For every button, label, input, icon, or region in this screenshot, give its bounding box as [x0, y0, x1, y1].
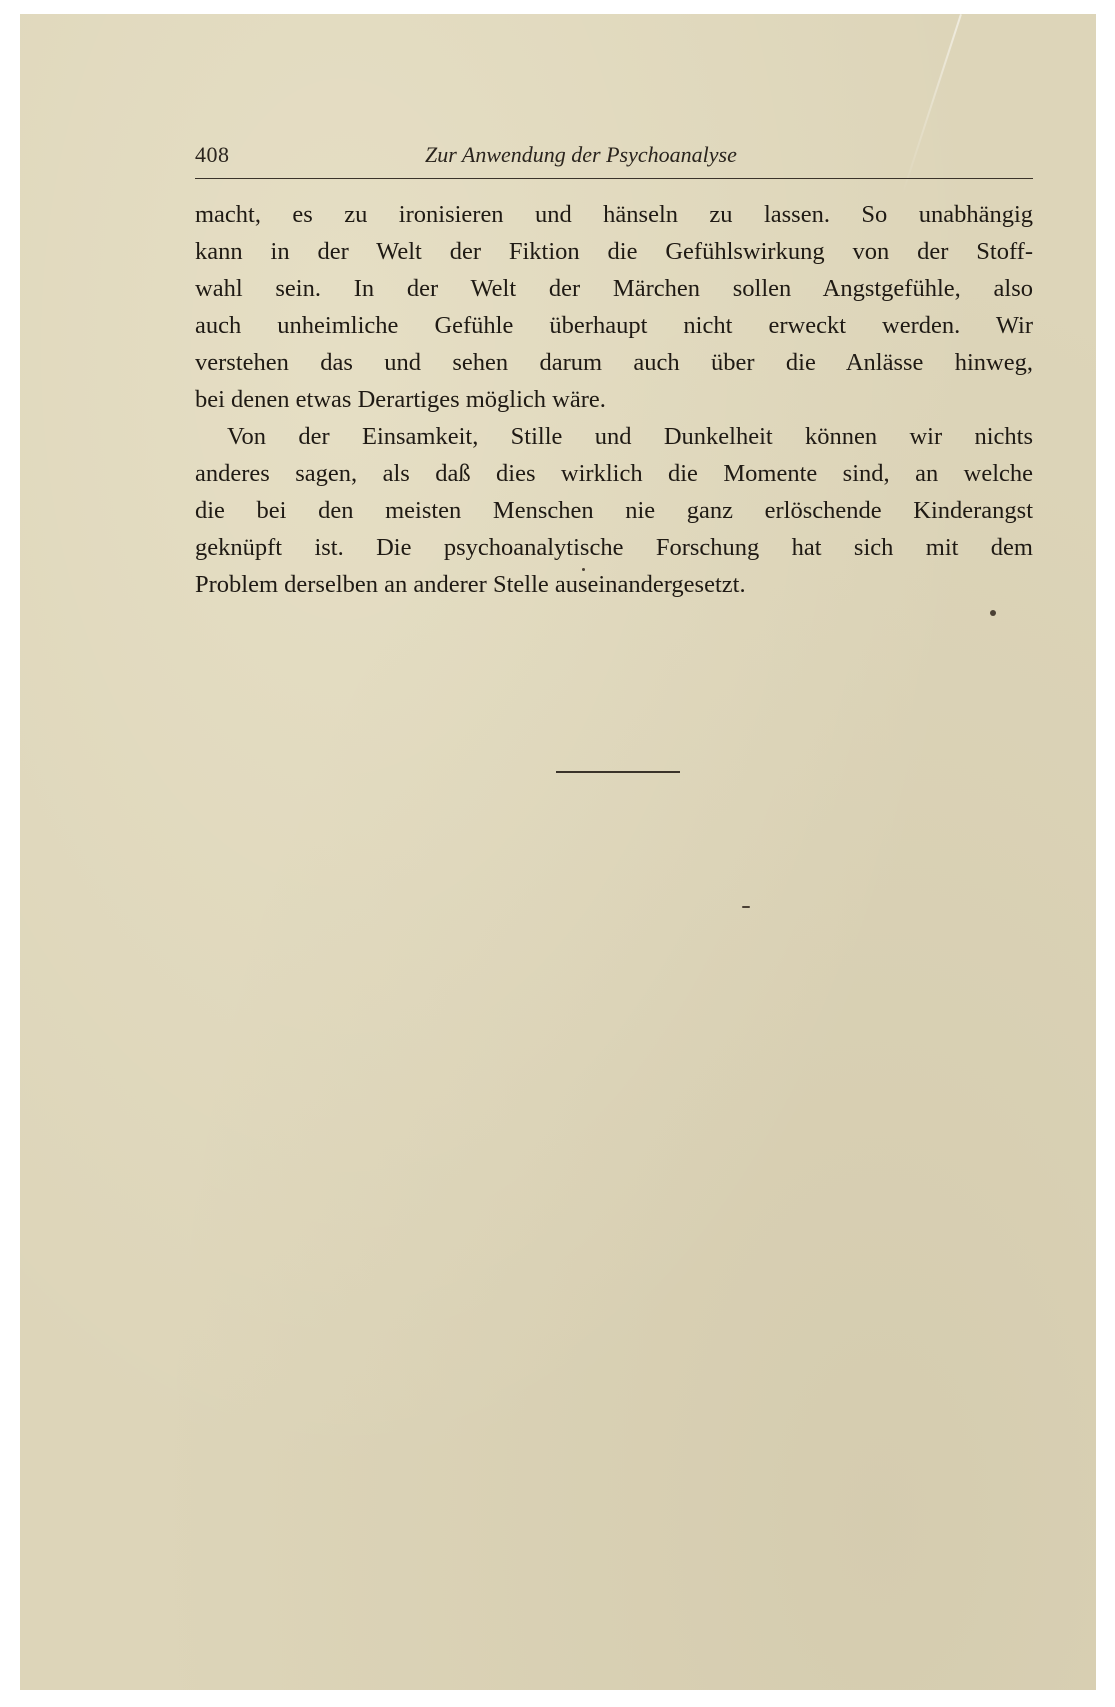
body-text — [195, 196, 1033, 603]
ink-speck — [582, 568, 585, 571]
text-line: Von der Einsamkeit, Stille und Dunkelheit können wir nichts — [227, 423, 1033, 450]
section-end-rule — [556, 771, 680, 773]
text-line: Problem derselben an anderer Stelle auseinandergesetzt. — [195, 571, 746, 598]
text-line: macht, es zu ironisieren und hänseln zu lassen. So unabhängig — [195, 201, 1033, 228]
running-title: Zur Anwendung der Psychoanalyse — [425, 142, 737, 167]
ink-speck — [990, 610, 996, 616]
text-line: geknüpft ist. Die psychoanalytische Forschung hat sich mit dem — [195, 534, 1033, 561]
text-line: auch unheimliche Gefühle überhaupt nicht erweckt werden. Wir — [195, 312, 1033, 339]
paragraph — [195, 418, 1033, 603]
ink-speck — [742, 906, 750, 908]
text-line: bei denen etwas Derartiges möglich wäre. — [195, 386, 606, 413]
running-header — [195, 142, 1033, 179]
page-number: 408 — [195, 142, 230, 167]
text-line: kann in der Welt der Fiktion die Gefühlswirkung von der Stoff- — [195, 238, 1033, 265]
text-line: wahl sein. In der Welt der Märchen sollen Angstgefühle, also — [195, 275, 1033, 302]
text-line: verstehen das und sehen darum auch über die Anlässe hinweg, — [195, 349, 1033, 376]
text-line: anderes sagen, als daß dies wirklich die Momente sind, an welche — [195, 460, 1033, 487]
paragraph — [195, 196, 1033, 418]
text-line: die bei den meisten Menschen nie ganz erlöschende Kinderangst — [195, 497, 1033, 524]
